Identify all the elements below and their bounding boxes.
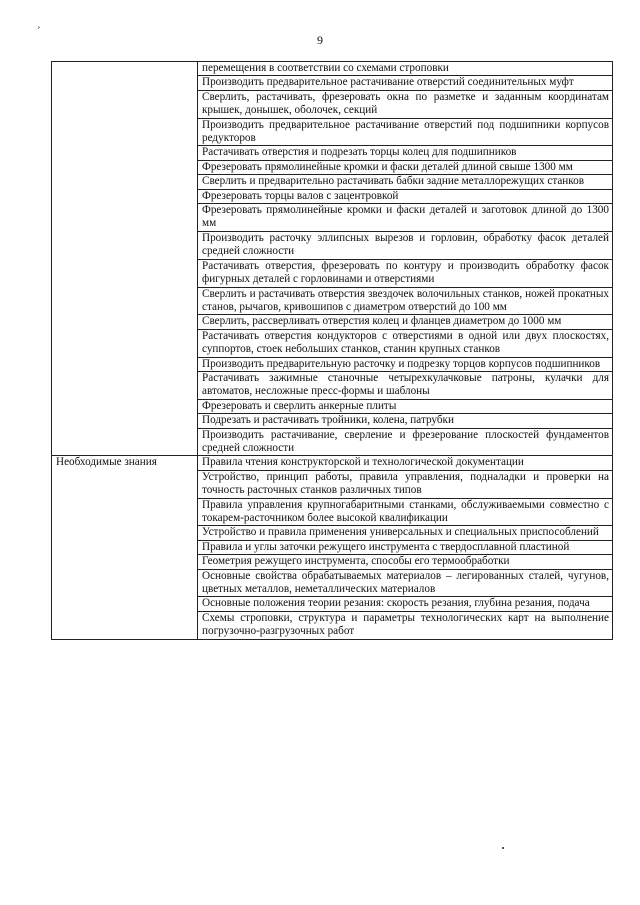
corner-mark: ¸ (37, 18, 41, 29)
skill-cell: Сверлить и предварительно растачивать бабки задние металлорежущих станков (198, 175, 613, 189)
skill-cell: Растачивать отверстия, фрезеровать по контуру и производить обработку фасок фигурных деталей с горловинами и отверстиями (198, 259, 613, 287)
knowledge-cell: Основные свойства обрабатываемых материалов – легированных сталей, чугунов, цветных металлов, неметаллических материалов (198, 569, 613, 597)
skill-cell: перемещения в соответствии со схемами строповки (198, 62, 613, 76)
table-row (52, 62, 613, 76)
skill-cell: Фрезеровать и сверлить анкерные плиты (198, 399, 613, 413)
knowledge-cell: Правила управления крупногабаритными станками, обслуживаемыми совместно с токарем-расточником более высокой квалификации (198, 498, 613, 526)
knowledge-label-cell: Необходимые знания (52, 456, 198, 639)
requirements-table (51, 61, 613, 640)
knowledge-cell: Правила чтения конструкторской и технологической документации (198, 456, 613, 470)
knowledge-cell: Схемы строповки, структура и параметры технологических карт на выполнение погрузочно-разгрузочных работ (198, 611, 613, 639)
scan-dot (502, 847, 504, 849)
skill-cell: Фрезеровать прямолинейные кромки и фаски деталей и заготовок длиной до 1300 мм (198, 204, 613, 232)
knowledge-cell: Устройство, принцип работы, правила управления, подналадки и проверки на точность расточных станков различных типов (198, 470, 613, 498)
skill-cell: Сверлить, растачивать, фрезеровать окна по разметке и заданным координатам крышек, донышек, оболочек, секций (198, 90, 613, 118)
knowledge-cell: Правила и углы заточки режущего инструмента с твердосплавной пластиной (198, 540, 613, 554)
skills-label-cell (52, 62, 198, 456)
skill-cell: Производить предварительное растачивание отверстий соединительных муфт (198, 76, 613, 90)
knowledge-cell: Устройство и правила применения универсальных и специальных приспособлений (198, 526, 613, 540)
skill-cell: Сверлить, рассверливать отверстия колец и фланцев диаметром до 1000 мм (198, 315, 613, 329)
skill-cell: Фрезеровать торцы валов с зацентровкой (198, 189, 613, 203)
skill-cell: Растачивать зажимные станочные четырехкулачковые патроны, кулачки для автоматов, несложные пресс-формы и шаблоны (198, 371, 613, 399)
skill-cell: Фрезеровать прямолинейные кромки и фаски деталей длиной свыше 1300 мм (198, 160, 613, 174)
skill-cell: Растачивать отверстия кондукторов с отверстиями в одной или двух плоскостях, суппортов, стоек небольших станков, станин крупных станков (198, 329, 613, 357)
skill-cell: Производить предварительное растачивание отверстий под подшипники корпусов редукторов (198, 118, 613, 146)
skill-cell: Подрезать и растачивать тройники, колена, патрубки (198, 414, 613, 428)
skill-cell: Сверлить и растачивать отверстия звездочек волочильных станков, ножей прокатных станов, рычагов, кривошипов с диаметром отверстий до 100 мм (198, 287, 613, 315)
knowledge-cell: Геометрия режущего инструмента, способы его термообработки (198, 555, 613, 569)
skill-cell: Производить предварительную расточку и подрезку торцов корпусов подшипников (198, 357, 613, 371)
knowledge-cell: Основные положения теории резания: скорость резания, глубина резания, подача (198, 597, 613, 611)
skill-cell: Растачивать отверстия и подрезать торцы колец для подшипников (198, 146, 613, 160)
skill-cell: Производить растачивание, сверление и фрезерование плоскостей фундаментов средней сложности (198, 428, 613, 456)
skill-cell: Производить расточку эллипсных вырезов и горловин, обработку фасок деталей средней сложности (198, 231, 613, 259)
page-number: 9 (317, 33, 323, 47)
table-row (52, 456, 613, 470)
